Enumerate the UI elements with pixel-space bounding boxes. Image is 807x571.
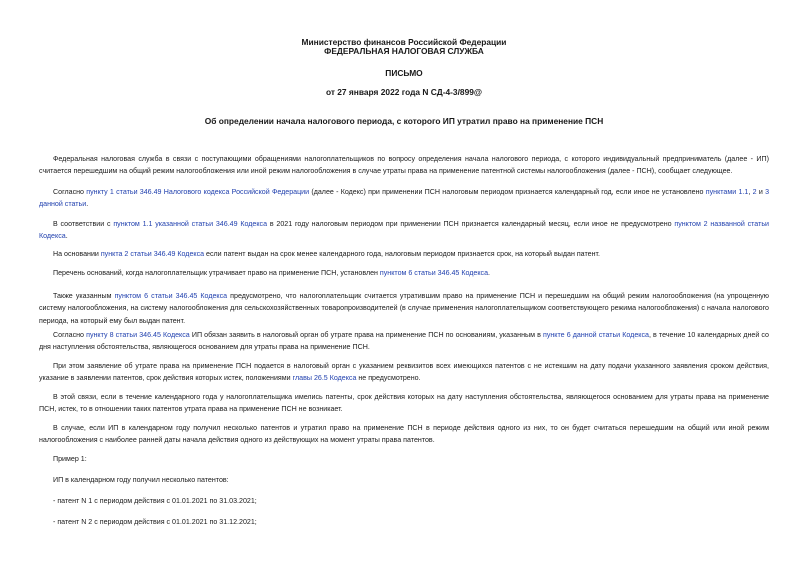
- paragraph-short-patent: [39, 248, 769, 260]
- text: На основании: [53, 250, 101, 258]
- text: При этом заявление об утрате права на применение ПСН подается в налоговый орган с указанием реквизитов всех имеющихся патентов с не истекшим на дату подачи указанного заявления сроком действия, указание в заявлении патентов, срок действия которых истек, положениями: [39, 362, 769, 383]
- link-point-1-1-article-346-49[interactable]: пунктом 1.1 указанной статьи 346.49 Кодекса: [113, 220, 268, 228]
- text: не предусмотрено.: [356, 374, 421, 383]
- text: Согласно: [53, 331, 87, 339]
- text: в 2021 году налоговым периодом при применении ПСН признается календарный месяц, если иное не предусмотрено: [267, 220, 675, 228]
- text: и: [756, 188, 766, 196]
- document-date-number: от 27 января 2022 года N СД-4-3/899@: [325, 87, 483, 97]
- paragraph-2021-period: [39, 218, 769, 243]
- paragraph-multiple-patents: В случае, если ИП в календарном году получил несколько патентов и утратил право на применение ПСН в периоде действия одного из них, то он будет считаться перешедшим на общий или иной режим налогообложения с наиболее ранней даты начала действия одного из действующих на момент утраты права патентов.: [39, 424, 769, 445]
- text: .: [65, 232, 68, 241]
- text: .: [488, 269, 491, 277]
- text: Также указанным: [53, 292, 115, 300]
- example-patent-1: - патент N 1 с периодом действия с 01.01.2021 по 31.03.2021;: [53, 497, 257, 505]
- link-point-8-article-346-45[interactable]: пункту 8 статьи 346.45 Кодекса: [86, 331, 190, 339]
- document-type: ПИСЬМО: [385, 68, 423, 78]
- link-point-3[interactable]: 3: [765, 188, 770, 196]
- example-heading: Пример 1:: [53, 455, 87, 463]
- paragraph-tax-period: [39, 186, 769, 211]
- text: если патент выдан на срок менее календарного года, налоговым периодом признается срок, на который выдан патент.: [204, 250, 600, 258]
- link-point-6-article-346-45[interactable]: пунктом 6 статьи 346.45 Кодекса: [379, 269, 489, 277]
- paragraph-loss-of-right: [39, 290, 769, 327]
- example-patent-2: - патент N 2 с периодом действия с 01.01.2021 по 31.12.2021;: [53, 518, 257, 526]
- text: предусмотрено, что налогоплательщик считается утратившим право на применение ПСН и перешедшим на общий режим налогообложения (на упрощенную систему налогообложения, на систему налогообложения для сельскохозяйственных товаропроизводителей (в случае применения налогоплательщиком соответствующего режима налогообложения) с начала налогового периода, на который ему был выдан патент.: [39, 292, 769, 325]
- link-point-2[interactable]: 2: [752, 188, 757, 196]
- text: ,: [748, 188, 753, 196]
- link-point-6-article-346-45-b[interactable]: пунктом 6 статьи 346.45 Кодекса: [114, 292, 228, 300]
- text: Перечень оснований, когда налогоплательщик утрачивает право на применение ПСН, установлен: [53, 269, 380, 277]
- text: В соответствии с: [53, 220, 114, 228]
- link-point-2-article-346-49[interactable]: пункта 2 статьи 346.49 Кодекса: [100, 250, 205, 258]
- text: Согласно: [53, 188, 87, 196]
- link-point-6-this-article[interactable]: пункте 6 данной статьи Кодекса: [542, 331, 649, 339]
- text: , в течение 10 календарных дней со дня наступления обстоятельства, являющегося основанием для утраты права на применение ПСН.: [39, 331, 769, 352]
- ministry-title: Министерство финансов Российской Федерации: [301, 37, 507, 47]
- example-text: ИП в календарном году получил несколько патентов:: [53, 476, 229, 484]
- link-points-1-1[interactable]: пунктами 1.1: [705, 188, 749, 196]
- paragraph-expired-patents: В этой связи, если в течение календарного года у налогоплательщика имелись патенты, срок действия которых на дату наступления обстоятельства, являющегося основанием для утраты права на применение ПСН, истек, то в отношении таких патентов утрата права на применение ПСН не возникает.: [39, 393, 769, 414]
- link-point-2-article[interactable]: пунктом 2 названной статьи Кодекса: [39, 220, 770, 241]
- paragraph-intro: Федеральная налоговая служба в связи с поступающими обращениями налогоплательщиков по вопросу определения начала налогового периода, с которого индивидуальный предприниматель (далее - ИП) считается перешедшим на общий режим налогообложения или иной режим налогообложения в случае утраты права на применение патентной системы налогообложения (далее - ПСН), сообщает следующее.: [39, 155, 769, 176]
- paragraph-grounds-list: [39, 267, 769, 279]
- document-subject: Об определении начала налогового периода, с которого ИП утратил право на применение ПСН: [204, 116, 604, 126]
- text: ИП обязан заявить в налоговый орган об утрате права на применение ПСН по основаниям, указанным в: [189, 331, 543, 339]
- text: .: [86, 200, 89, 209]
- text: (далее - Кодекс) при применении ПСН налоговым периодом признается календарный год, если иное не установлено: [309, 188, 706, 196]
- paragraph-application: [39, 360, 769, 385]
- paragraph-notify-obligation: [39, 329, 769, 354]
- link-chapter-26-5[interactable]: главы 26.5 Кодекса: [292, 374, 357, 383]
- link-this-article[interactable]: данной статьи: [39, 200, 87, 209]
- service-title: ФЕДЕРАЛЬНАЯ НАЛОГОВАЯ СЛУЖБА: [324, 46, 484, 56]
- link-article-346-49-p1[interactable]: пункту 1 статьи 346.49 Налогового кодекса Российской Федерации: [86, 188, 310, 196]
